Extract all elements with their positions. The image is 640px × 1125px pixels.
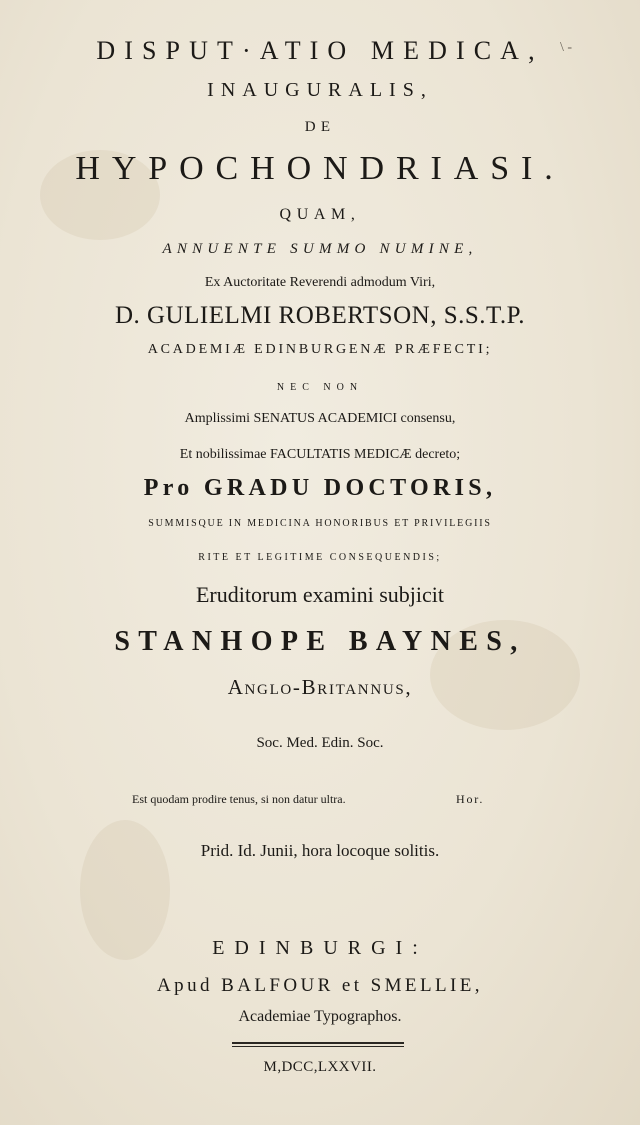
nationality-line: Anglo-Britannus, [227, 675, 413, 699]
motto-attribution: Hor. [456, 792, 485, 806]
rite-line: RITE ET LEGITIME CONSEQUENDIS; [198, 552, 442, 563]
principal-name: D. GULIELMI ROBERTSON, S.S.T.P. [114, 302, 526, 329]
imprint-city: EDINBURGI: [212, 937, 428, 959]
title-line-3: DE [304, 119, 336, 135]
thick-rule [232, 1042, 404, 1044]
society-line: Soc. Med. Edin. Soc. [256, 735, 384, 751]
margin-mark: \ - [560, 40, 573, 55]
title-line-2: INAUGURALIS, [207, 79, 433, 101]
title-line-1: DISPUT·ATIO MEDICA, [96, 36, 544, 65]
motto-text: Est quodam prodire tenus, si non datur ultra. [132, 792, 346, 806]
quam-line: QUAM, [279, 206, 361, 223]
imprint-year: M,DCC,LXXVII. [263, 1059, 377, 1075]
eruditorum-line: Eruditorum examini subjicit [195, 582, 445, 607]
annuente-line: ANNUENTE SUMMO NUMINE, [162, 241, 478, 257]
imprint-printers: Apud BALFOUR et SMELLIE, [157, 975, 483, 996]
summisque-line: SUMMISQUE IN MEDICINA HONORIBUS ET PRIVILEGIIS [148, 518, 492, 529]
date-line: Prid. Id. Junii, hora locoque solitis. [200, 841, 440, 860]
nec-non-line: NEC NON [276, 382, 364, 393]
amplissimi-line: Amplissimi SENATUS ACADEMICI consensu, [184, 411, 456, 426]
author-name: STANHOPE BAYNES, [114, 626, 526, 657]
pro-gradu-line: Pro GRADU DOCTORIS, [143, 475, 497, 501]
thin-rule [232, 1046, 404, 1047]
auctoritate-line: Ex Auctoritate Reverendi admodum Viri, [204, 275, 436, 290]
imprint-role: Academiae Typographos. [238, 1008, 402, 1025]
thesis-title: HYPOCHONDRIASI. [75, 150, 565, 187]
nobilissimae-line: Et nobilissimae FACULTATIS MEDICÆ decreto; [179, 447, 461, 462]
academiae-line: ACADEMIÆ EDINBURGENÆ PRÆFECTI; [147, 342, 493, 357]
